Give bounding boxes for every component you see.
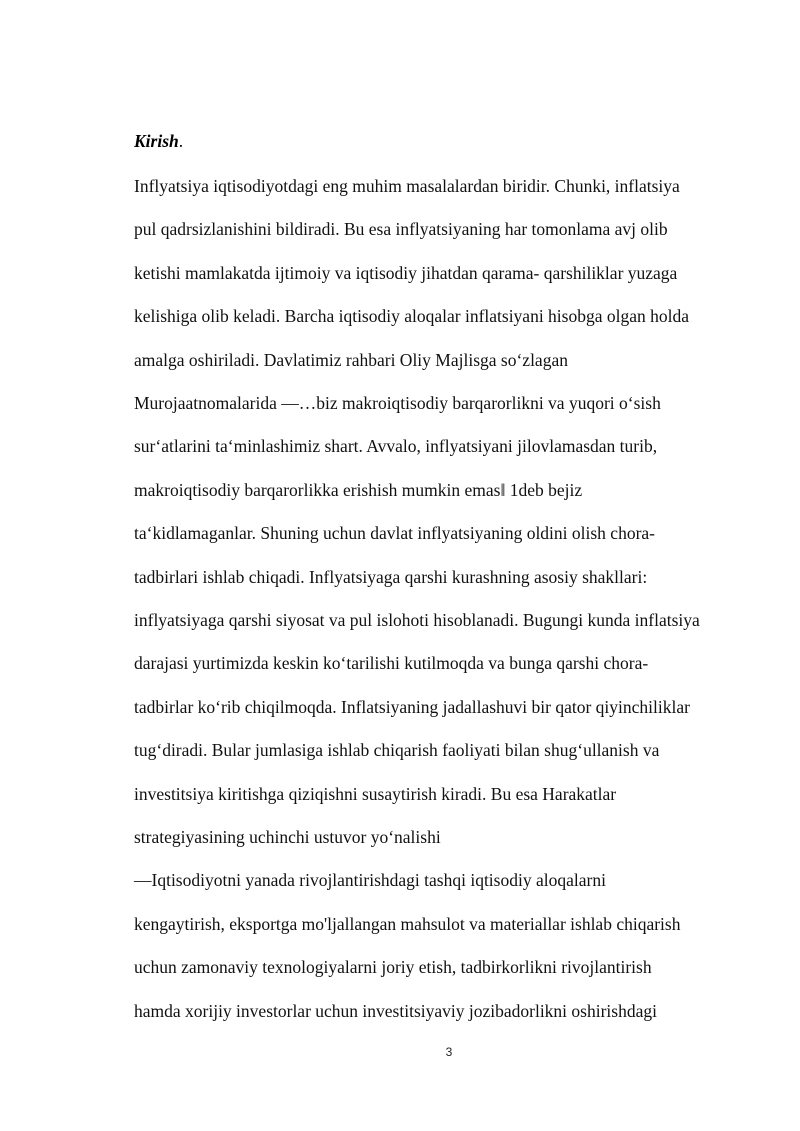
body-line: kengaytirish, eksportga mo'ljallangan mahsulot va materiallar ishlab chiqarish	[134, 913, 681, 934]
body-line: kelishiga olib keladi. Barcha iqtisodiy aloqalar inflatsiyani hisobga olgan holda	[134, 306, 690, 327]
body-line: makroiqtisodiy barqarorlikka erishish mumkin emas‖ 1deb bejiz	[134, 479, 583, 500]
body-line: amalga oshiriladi. Davlatimiz rahbari Oliy Majlisga so‘zlagan	[134, 349, 568, 370]
body-line: Murojaatnomalarida —…biz makroiqtisodiy barqarorlikni va yuqori o‘sish	[134, 393, 661, 413]
section-heading	[134, 128, 183, 154]
heading-title: Kirish	[134, 131, 179, 151]
body-line: sur‘atlarini ta‘minlashimiz shart. Avvalo, inflyatsiyani jilovlamasdan turib,	[134, 436, 658, 457]
body-line: tadbirlari ishlab chiqadi. Inflyatsiyaga qarshi kurashning asosiy shakllari:	[134, 566, 648, 587]
body-line: tug‘diradi. Bular jumlasiga ishlab chiqarish faoliyati bilan shug‘ullanish va	[134, 740, 660, 761]
body-line: ketishi mamlakatda ijtimoiy va iqtisodiy jihatdan qarama- qarshiliklar yuzaga	[134, 262, 678, 283]
body-line: ta‘kidlamaganlar. Shuning uchun davlat inflyatsiyaning oldini olish chora-	[134, 523, 656, 544]
body-line: pul qadrsizlanishini bildiradi. Bu esa inflyatsiyaning har tomonlama avj olib	[134, 219, 668, 240]
body-line: Inflyatsiya iqtisodiyotdagi eng muhim masalalardan biridir. Chunki, inflatsiya	[134, 176, 680, 196]
heading-suffix: .	[178, 131, 184, 151]
body-line: uchun zamonaviy texnologiyalarni joriy etish, tadbirkorlikni rivojlantirish	[134, 957, 652, 978]
body-line: darajasi yurtimizda keskin ko‘tarilishi kutilmoqda va bunga qarshi chora-	[134, 653, 649, 674]
body-line: tadbirlar ko‘rib chiqilmoqda. Inflatsiyaning jadallashuvi bir qator qiyinchiliklar	[134, 696, 690, 717]
page-number: 3	[445, 1045, 453, 1059]
body-line: investitsiya kiritishga qiziqishni susaytirish kiradi. Bu esa Harakatlar	[134, 783, 617, 804]
body-line: strategiyasining uchinchi ustuvor yo‘nalishi	[134, 827, 441, 847]
body-line: —Iqtisodiyotni yanada rivojlantirishdagi tashqi iqtisodiy aloqalarni	[134, 870, 606, 891]
body-line: inflyatsiyaga qarshi siyosat va pul islohoti hisoblanadi. Bugungi kunda inflatsiya	[134, 610, 700, 630]
body-line: hamda xorijiy investorlar uchun investitsiyaviy jozibadorlikni oshirishdagi	[134, 1000, 657, 1021]
